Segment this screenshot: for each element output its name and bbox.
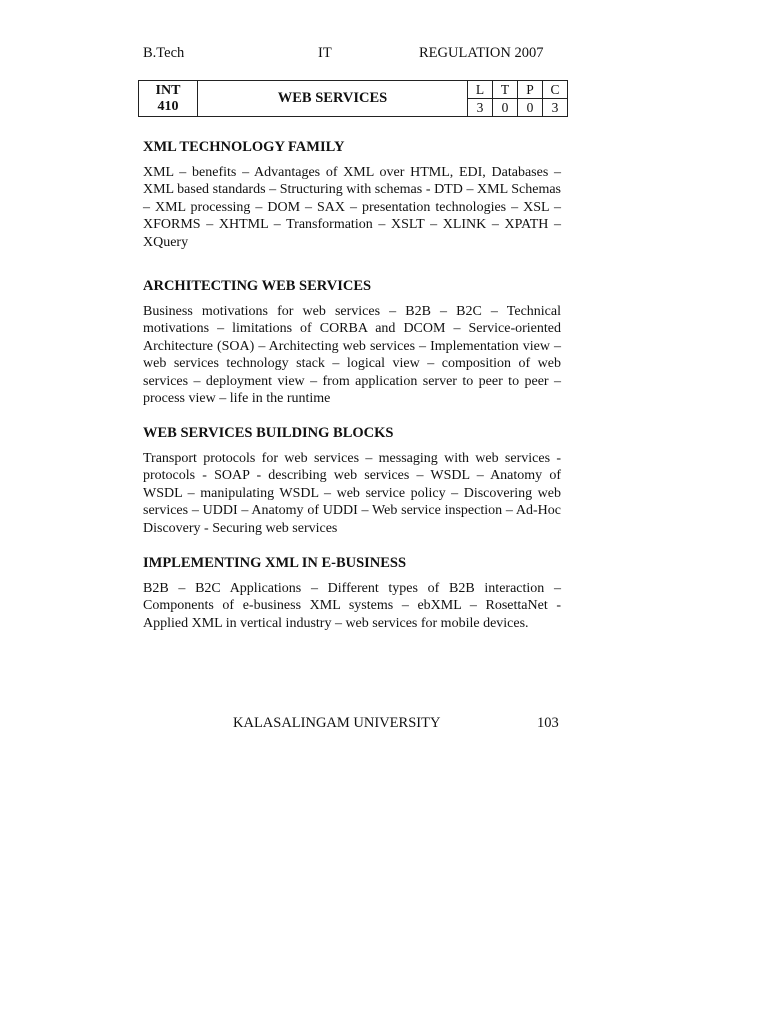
ltpc-value-c: 3 bbox=[543, 99, 568, 117]
course-code bbox=[139, 81, 198, 117]
header-degree: B.Tech bbox=[143, 45, 185, 61]
ltpc-value-l: 3 bbox=[468, 99, 493, 117]
section-heading-building-blocks: WEB SERVICES BUILDING BLOCKS bbox=[143, 425, 394, 441]
course-table bbox=[138, 80, 568, 117]
ltpc-value-p: 0 bbox=[518, 99, 543, 117]
course-title: WEB SERVICES bbox=[198, 81, 468, 117]
section-body-e-business: B2B – B2C Applications – Different types of B2B interaction – Components of e-business XML systems – ebXML – RosettaNet - Applied XML in vertical industry – web services for mobile devices. bbox=[143, 581, 561, 631]
section-heading-e-business: IMPLEMENTING XML IN E-BUSINESS bbox=[143, 555, 407, 571]
section-heading-xml-technology: XML TECHNOLOGY FAMILY bbox=[143, 139, 345, 155]
section-body-building-blocks: Transport protocols for web services – messaging with web services - protocols - SOAP - describing web services – WSDL – Anatomy of WSDL – manipulating WSDL – web service policy – Discovering web services – UDDI – Anatomy of UDDI – Web service inspection – Ad-Hoc Discovery - Securing web services bbox=[143, 451, 561, 536]
section-heading-architecting: ARCHITECTING WEB SERVICES bbox=[143, 278, 372, 294]
course-code-prefix: INT bbox=[155, 82, 181, 98]
footer-page-number: 103 bbox=[537, 715, 559, 731]
ltpc-value-t: 0 bbox=[493, 99, 518, 117]
section-body-xml-technology: XML – benefits – Advantages of XML over HTML, EDI, Databases – XML based standards – Structuring with schemas - DTD – XML Schemas – XML processing – DOM – SAX – presentation technologies – XSL – XFORMS – XHTML – Transformation – XSLT – XLINK – XPATH – XQuery bbox=[143, 165, 561, 250]
section-body-architecting: Business motivations for web services – B2B – B2C – Technical motivations – limitations of CORBA and DCOM – Service-oriented Architecture (SOA) – Architecting web services – Implementation view – web services technology stack – logical view – composition of web services – deployment view – from application server to peer to peer – process view – life in the runtime bbox=[143, 304, 561, 407]
header-regulation: REGULATION 2007 bbox=[419, 45, 544, 61]
ltpc-label-t: T bbox=[493, 81, 518, 99]
ltpc-label-p: P bbox=[518, 81, 543, 99]
header-branch: IT bbox=[318, 45, 332, 61]
ltpc-label-c: C bbox=[543, 81, 568, 99]
ltpc-label-l: L bbox=[468, 81, 493, 99]
course-code-number: 410 bbox=[157, 98, 179, 114]
footer-institution: KALASALINGAM UNIVERSITY bbox=[233, 715, 441, 731]
